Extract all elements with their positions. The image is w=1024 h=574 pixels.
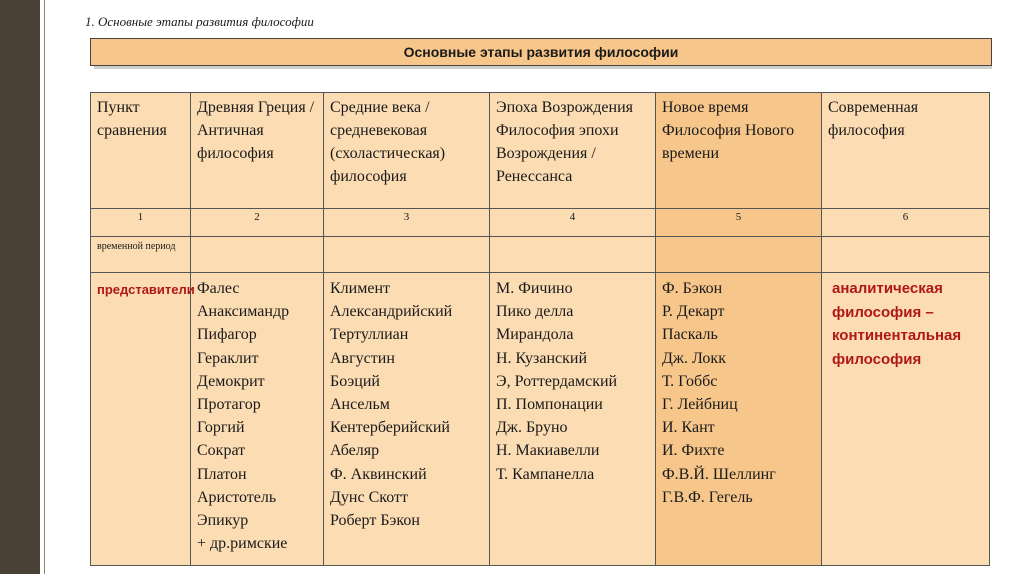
philosopher-name: Паскаль [662, 326, 718, 344]
philosopher-name: Горгий [197, 419, 245, 437]
period-label: временной период [97, 241, 176, 252]
philosopher-name: Ф.В.Й. Шеллинг [662, 465, 776, 483]
header-modern: Новое время Философия Нового времени [662, 99, 795, 162]
sidebar-divider [44, 0, 45, 574]
header-cell [490, 93, 656, 209]
philosopher-name: Боэций [330, 372, 380, 390]
slide-title: 1. Основные этапы развития философии [85, 14, 314, 29]
philosopher-name: Мирандола [496, 326, 574, 344]
philosopher-name: + др.римские [197, 535, 288, 553]
ancient-cell [191, 273, 324, 566]
left-sidebar-bar [0, 0, 40, 574]
number-cell [822, 209, 990, 237]
philosophy-table [90, 92, 990, 566]
header-medieval: Средние века / средневековая (схоластическая) философия [330, 99, 446, 185]
header-contemporary: Современная философия [828, 99, 919, 139]
column-number: 4 [569, 211, 576, 223]
header-comparison: Пункт сравнения [97, 99, 167, 139]
philosopher-name: Тертуллиан [330, 326, 409, 344]
philosopher-name: Э, Роттердамский [496, 372, 618, 390]
header-renaissance: Эпоха Возрождения Философия эпохи Возрождения / Ренессанса [496, 99, 633, 185]
table-banner [90, 38, 992, 66]
philosopher-name: Демокрит [197, 372, 265, 390]
philosopher-name: Т. Гоббс [662, 372, 718, 390]
column-number: 5 [735, 211, 742, 223]
header-cell [324, 93, 490, 209]
philosopher-name: Кентерберийский [330, 419, 450, 437]
philosopher-name: Ф. Аквинский [330, 465, 427, 483]
header-ancient: Древняя Греция / Античная философия [197, 99, 315, 162]
column-number: 6 [902, 211, 909, 223]
column-number: 2 [254, 211, 260, 223]
number-cell [91, 209, 191, 237]
header-cell [191, 93, 324, 209]
period-cell [324, 237, 490, 273]
philosopher-name: Р. Декарт [662, 303, 725, 321]
renaissance-list [490, 273, 655, 486]
period-cell [656, 237, 822, 273]
column-number: 1 [137, 211, 144, 223]
philosopher-name: Фалес [197, 280, 240, 297]
number-cell [656, 209, 822, 237]
header-cell [91, 93, 191, 209]
representatives-row [91, 273, 990, 566]
modern-list [656, 273, 821, 509]
ancient-list [191, 273, 323, 555]
header-cell [822, 93, 990, 209]
philosopher-name: И. Кант [662, 419, 715, 437]
medieval-list [324, 273, 489, 532]
modern-cell [656, 273, 822, 566]
philosopher-name: Абеляр [330, 442, 380, 460]
philosopher-name: Анаксимандр [197, 303, 290, 321]
philosopher-name: П. Помпонации [496, 396, 603, 414]
philosopher-name: Платон [197, 465, 247, 483]
philosopher-name: Ансельм [330, 396, 390, 414]
period-cell [191, 237, 324, 273]
number-cell [191, 209, 324, 237]
period-cell [490, 237, 656, 273]
medieval-cell [324, 273, 490, 566]
philosopher-name: Г.В.Ф. Гегель [662, 488, 753, 506]
philosopher-name: Н. Кузанский [496, 349, 588, 367]
philosopher-name: Дж. Бруно [496, 419, 568, 437]
representatives-label: представители [97, 282, 195, 297]
philosopher-name: Климент [330, 280, 390, 297]
number-row [91, 209, 990, 237]
philosopher-name: Гераклит [197, 349, 259, 367]
philosopher-name: Пифагор [197, 326, 257, 344]
philosopher-name: Н. Макиавелли [496, 442, 600, 460]
philosopher-name: И. Фихте [662, 442, 725, 460]
number-cell [490, 209, 656, 237]
number-cell [324, 209, 490, 237]
period-cell [91, 237, 191, 273]
philosopher-name: Ф. Бэкон [662, 280, 723, 297]
philosopher-name: Протагор [197, 396, 261, 414]
header-row [91, 93, 990, 209]
period-row [91, 237, 990, 273]
banner-shadow [94, 66, 992, 69]
philosopher-name: Г. Лейбниц [662, 396, 738, 414]
philosopher-name: Т. Кампанелла [496, 465, 595, 483]
philosopher-name: Александрийский [330, 303, 453, 321]
column-number: 3 [403, 211, 410, 223]
renaissance-cell [490, 273, 656, 566]
header-cell [656, 93, 822, 209]
philosopher-name: Аристотель [197, 488, 277, 506]
philosopher-name: Роберт Бэкон [330, 512, 420, 530]
philosopher-name: М. Фичино [496, 280, 573, 297]
banner-text: Основные этапы развития философии [403, 44, 679, 60]
contemporary-text: аналитическая философия – континентальная философия [832, 280, 962, 368]
philosopher-name: Пико делла [496, 303, 574, 321]
period-cell [822, 237, 990, 273]
philosopher-name: Дж. Локк [662, 349, 726, 367]
contemporary-cell [822, 273, 990, 566]
representatives-label-cell [91, 273, 195, 566]
philosopher-name: Эпикур [197, 512, 249, 530]
philosopher-name: Августин [330, 349, 395, 367]
philosopher-name: Сократ [197, 442, 246, 460]
philosopher-name: Дунс Скотт [330, 488, 408, 506]
